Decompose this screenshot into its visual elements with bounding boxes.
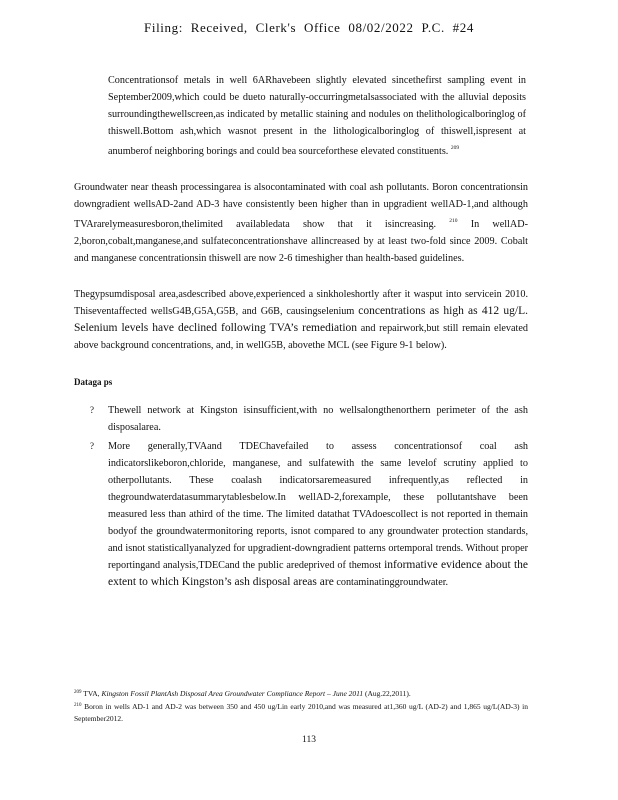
- paragraph-gypsum-text-2: concentrations as high as 412 ug/L. Selenium levels have declined following TVA’s remediation: [74, 305, 528, 334]
- paragraph-gypsum-text-1: Thegypsumdisposal area,asdescribed above,experienced a sinkholeshortly after it wasput into servicein 2010. Thiseventaffected wellsG4B,G5A,G5B, and G6B, causingselenium: [74, 289, 528, 317]
- footnote-number: 210: [74, 703, 82, 708]
- page-body: [74, 72, 528, 593]
- bullet-item-text: Thewell network at Kingston isinsufficient,with no wellsalongthenorthern perimeter of the ash disposalarea.: [108, 405, 528, 433]
- footnote-209: [74, 687, 528, 700]
- page-number: 113: [302, 735, 316, 745]
- bullet-item-text-3: contaminatinggroundwater.: [336, 577, 449, 588]
- footnote-ref-210[interactable]: 210: [449, 218, 458, 224]
- bullet-item: [90, 402, 528, 436]
- bullet-list: [90, 402, 528, 591]
- footnote-text: TVA,: [81, 689, 102, 698]
- bullet-marker: ?: [90, 405, 94, 415]
- bullet-item: [90, 438, 528, 591]
- paragraph-gypsum: [74, 286, 528, 354]
- paragraph-groundwater: [74, 179, 528, 267]
- footnotes: [74, 687, 528, 725]
- footnote-source-title: Kingston Fossil PlantAsh Disposal Area Groundwater Compliance Report – June 2011: [101, 689, 364, 698]
- filing-header: Filing: Received, Clerk's Office 08/02/2022 P.C. #24: [144, 20, 474, 35]
- section-heading-data-gaps: Dataga ps: [74, 377, 113, 387]
- footnote-text: Boron in wells AD-1 and AD-2 was between 350 and 450 ug/Lin early 2010,and was measured at1,360 ug/L (AD-2) and 1,865 ug/L(AD-3) in September2012.: [74, 702, 528, 723]
- quote-paragraph: [108, 72, 526, 160]
- bullet-marker: ?: [90, 441, 94, 451]
- bullet-item-text-2: informative evidence about the extent to which Kingston’s ash disposal areas are: [108, 559, 529, 588]
- bullet-item-text-1: More generally,TVAand TDEChavefailed to assess concentrationsof coal ash indicatorslikeboron,chloride, manganese, and sulfatewith the same levelof scrutiny applied to otherpollutants. These coalash indicatorsaremeasured infrequently,as reflected in thegroundwaterdatasummarytablesbelow.In wellAD-2,forexample, these pollutantshave been measured less than athird of the time. The limited datathat TVAdoescollect is not reported in themain bodyof the groundwatermonitoring reports, isnot compared to any groundwater protection standards, and isnot statisticallyanalyzed for upgradient-downgradient patterns ortemporal trends. Without proper reportingand analysis,TDECand the public aredeprived of themost: [108, 441, 528, 571]
- block-quote: [108, 72, 526, 160]
- paragraph-groundwater-text-1: Groundwater near theash processingarea is alsocontaminated with coal ash pollutants. Boron concentrationsin downgradient wellsAD-2and AD-3 have consistently been higher than in upgradient wellAD-1,and although TVArarelymeasuresboron,thelimited availabledata show that it isincreasing.: [74, 182, 528, 230]
- footnote-ref-209[interactable]: 209: [450, 145, 460, 151]
- paragraph-gypsum-text-3: and repairwork,but still remain elevated above background concentrations, and, in wellG5B, abovethe MCL (see Figure 9-1 below).: [74, 323, 528, 351]
- footnote-text: (Aug.22,2011).: [363, 689, 411, 698]
- footnote-210: [74, 700, 528, 725]
- footnote-number: 209: [74, 690, 82, 695]
- quote-text: Concentrationsof metals in well 6ARhavebeen slightly elevated sincethefirst sampling event in September2009,which could be dueto naturally-occurringmetalsassociated with the alluvial deposits surroundingthewellscreen,as indicated by metallic staining and nodules on thelithologicalboringlog of thiswell.Bottom ash,which wasnot present in the lithologicalboringlog of thiswell,ispresent at anumberof neighboring borings and could bea sourceforthese elevated constituents.: [108, 75, 526, 157]
- paragraph-groundwater-text-2: In wellAD-2,boron,cobalt,manganese,and sulfateconcentrationshave allincreased by at least two-fold since 2009. Cobalt and manganese concentrationsin thiswell are now 2-6 timeshigher than health-based guidelines.: [74, 219, 528, 264]
